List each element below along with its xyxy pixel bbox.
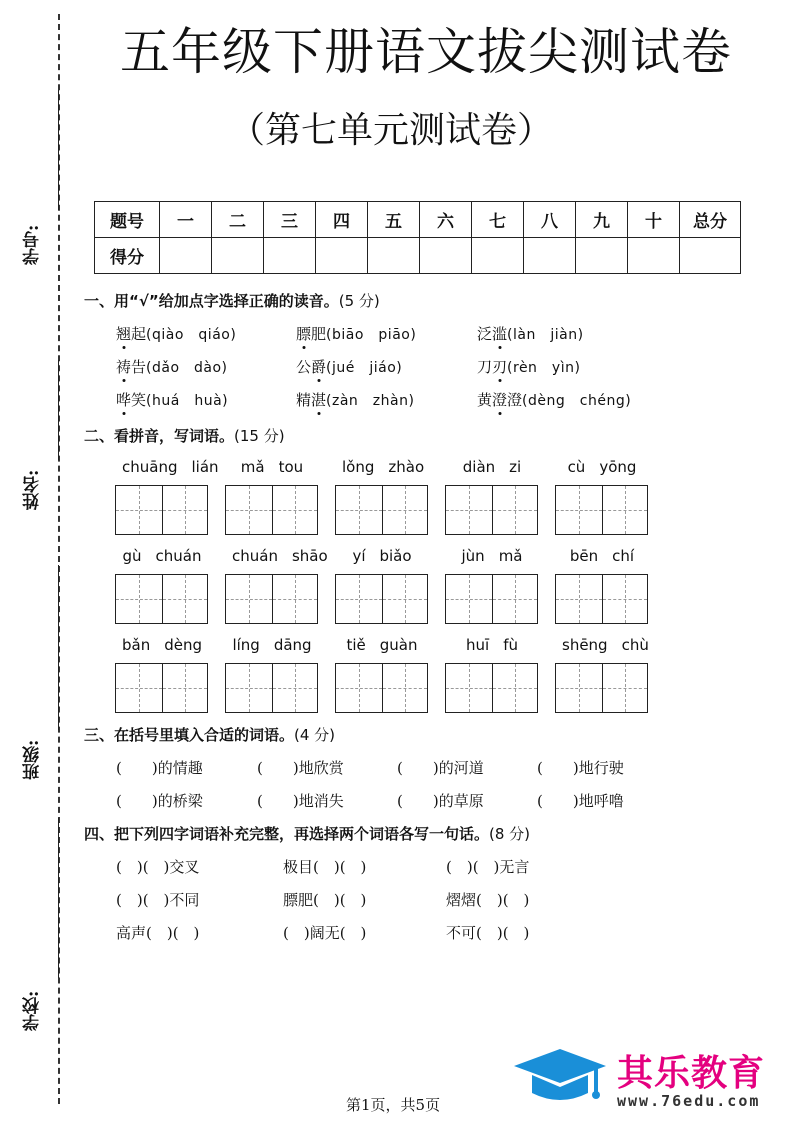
pinyin-label (225, 458, 319, 478)
pinyin-label (225, 636, 319, 656)
score-col-header: 四 (316, 202, 368, 238)
idiom-item[interactable]: 膘肥( )( ) (283, 891, 367, 909)
writing-grid[interactable] (225, 485, 318, 535)
pinyin-syllable: chuāng (122, 458, 178, 476)
grid-cell[interactable] (602, 486, 648, 534)
pinyin-syllable: dèng (164, 636, 203, 654)
pinyin-syllable: bǎn (122, 636, 151, 654)
student-id-label: 学号: (23, 224, 43, 266)
fill-blank-item[interactable]: ( )的桥梁 (116, 792, 203, 810)
writing-grid[interactable] (335, 485, 428, 535)
pinyin-syllable: shēng (562, 636, 608, 654)
pinyin-syllable: chí (612, 547, 635, 565)
dotted-char: 澄 (492, 391, 508, 409)
grid-cell[interactable] (116, 486, 162, 534)
fill-blank-item[interactable]: ( )的草原 (397, 792, 484, 810)
pinyin-word (225, 547, 328, 624)
score-value-row (95, 238, 741, 274)
word-char: 澄 (507, 391, 523, 409)
dotted-char: 滥 (492, 325, 508, 343)
idiom-item[interactable]: 不可( )( ) (446, 924, 530, 942)
score-cell[interactable] (160, 238, 212, 274)
pinyin-syllable: tou (278, 458, 304, 476)
pinyin-word (115, 547, 209, 624)
class-line[interactable] (58, 565, 60, 730)
pinyin-syllable: cù (567, 458, 586, 476)
pinyin-syllable: chù (621, 636, 649, 654)
pronunciation-item[interactable] (116, 323, 236, 344)
word-char: 泛 (477, 325, 493, 343)
score-row-label: 题号 (95, 202, 160, 238)
score-col-header: 一 (160, 202, 212, 238)
pinyin-label (555, 547, 649, 567)
dotted-char: 哗 (116, 391, 132, 409)
idiom-item[interactable]: ( )( )无言 (446, 858, 530, 876)
pinyin-syllable: huī (466, 636, 490, 654)
word-char: 精 (296, 391, 312, 409)
dotted-char: 湛 (311, 391, 327, 409)
q4-points: (8 分) (489, 825, 531, 843)
pinyin-syllable: chuán (232, 547, 278, 565)
writing-grid[interactable] (335, 574, 428, 624)
score-col-header: 二 (212, 202, 264, 238)
score-row-label: 得分 (95, 238, 160, 274)
pinyin-label (445, 458, 539, 478)
reading-options[interactable]: (dǎo dào) (146, 360, 228, 376)
pinyin-syllable: gù (122, 547, 142, 565)
pinyin-syllable: zhào (388, 458, 425, 476)
score-cell[interactable] (472, 238, 524, 274)
writing-grid[interactable] (225, 574, 318, 624)
grid-cell[interactable] (382, 575, 428, 623)
writing-grid[interactable] (335, 663, 428, 713)
grid-cell[interactable] (116, 575, 162, 623)
reading-options[interactable]: (huá huà) (146, 393, 229, 409)
pinyin-syllable: zi (509, 458, 522, 476)
pinyin-word (445, 636, 539, 713)
pinyin-word (335, 636, 429, 713)
q2-title (84, 425, 285, 446)
pronunciation-item[interactable] (477, 389, 631, 410)
q1-points: (5 分) (338, 292, 380, 310)
pronunciation-item[interactable] (477, 323, 584, 344)
writing-grid[interactable] (115, 663, 208, 713)
grid-cell[interactable] (556, 575, 602, 623)
grid-cell[interactable] (162, 486, 208, 534)
pinyin-word (445, 547, 539, 624)
pinyin-word (555, 458, 649, 535)
grid-cell[interactable] (116, 664, 162, 712)
writing-grid[interactable] (445, 663, 538, 713)
score-cell[interactable] (680, 238, 741, 274)
pinyin-syllable: lián (191, 458, 219, 476)
pinyin-label (335, 547, 429, 567)
pinyin-syllable: yōng (599, 458, 637, 476)
idiom-item[interactable]: 极目( )( ) (283, 858, 367, 876)
word-char: 公 (296, 358, 312, 376)
score-col-header: 总分 (680, 202, 741, 238)
q2-title-text: 二、看拼音，写词语。 (84, 427, 235, 445)
pinyin-syllable: líng (232, 636, 260, 654)
score-cell[interactable] (524, 238, 576, 274)
reading-options[interactable]: (zàn zhàn) (326, 393, 415, 409)
grid-cell[interactable] (492, 664, 538, 712)
writing-grid[interactable] (445, 485, 538, 535)
writing-grid[interactable] (225, 663, 318, 713)
writing-grid[interactable] (115, 574, 208, 624)
pinyin-label (115, 458, 219, 478)
idiom-item[interactable]: 熠熠( )( ) (446, 891, 530, 909)
pinyin-syllable: mǎ (498, 547, 523, 565)
score-col-header: 九 (576, 202, 628, 238)
grid-cell[interactable] (226, 575, 272, 623)
score-cell[interactable] (264, 238, 316, 274)
pinyin-label (225, 547, 328, 567)
pronunciation-item[interactable] (116, 389, 228, 410)
pinyin-label (555, 458, 649, 478)
grid-cell[interactable] (446, 575, 492, 623)
word-char: 告 (131, 358, 147, 376)
grid-cell[interactable] (162, 664, 208, 712)
score-col-header: 三 (264, 202, 316, 238)
grid-cell[interactable] (382, 486, 428, 534)
word-char: 肥 (311, 325, 327, 343)
writing-grid[interactable] (115, 485, 208, 535)
pinyin-label (335, 458, 429, 478)
logo-url: www.76edu.com (617, 1092, 761, 1110)
pinyin-label (555, 636, 649, 656)
pinyin-word (445, 458, 539, 535)
word-char: 起 (131, 325, 147, 343)
name-field[interactable] (20, 360, 50, 550)
grid-cell[interactable] (446, 486, 492, 534)
fill-blank-item[interactable]: ( )地呼噜 (537, 792, 624, 810)
dotted-char: 膘 (296, 325, 312, 343)
class-label: 班级: (23, 739, 43, 781)
pinyin-word (115, 636, 209, 713)
reading-options[interactable]: (làn jiàn) (507, 327, 584, 343)
name-line[interactable] (58, 360, 60, 460)
fill-blank-item[interactable]: ( )地行驶 (537, 759, 624, 777)
q3-title-text: 三、在括号里填入合适的词语。 (84, 726, 295, 744)
dotted-char: 刃 (492, 358, 508, 376)
school-line[interactable] (58, 818, 60, 978)
class-field[interactable] (20, 565, 50, 785)
word-char: 刀 (477, 358, 493, 376)
grid-cell[interactable] (226, 664, 272, 712)
score-col-header: 六 (420, 202, 472, 238)
fill-blank-item[interactable]: ( )的情趣 (116, 759, 203, 777)
grid-cell[interactable] (602, 664, 648, 712)
idiom-item[interactable]: ( )( )交叉 (116, 858, 200, 876)
page-subtitle: （第七单元测试卷） (228, 110, 553, 151)
reading-options[interactable]: (rèn yìn) (507, 360, 581, 376)
pronunciation-item[interactable] (296, 323, 416, 344)
pinyin-word (555, 636, 649, 713)
pinyin-syllable: yí (352, 547, 366, 565)
score-cell[interactable] (212, 238, 264, 274)
grid-cell[interactable] (272, 575, 318, 623)
pinyin-word (335, 547, 429, 624)
reading-options[interactable]: (dèng chéng) (522, 393, 632, 409)
score-cell[interactable] (368, 238, 420, 274)
word-char: 笑 (131, 391, 147, 409)
grid-cell[interactable] (336, 664, 382, 712)
student-id-field[interactable] (20, 90, 50, 280)
pronunciation-item[interactable] (477, 356, 580, 377)
q4-title (84, 823, 530, 844)
student-id-line[interactable] (58, 90, 60, 210)
page-title: 五年级下册语文拔尖测试卷 (120, 23, 732, 81)
grid-cell[interactable] (556, 486, 602, 534)
pronunciation-item[interactable] (116, 356, 228, 377)
pinyin-syllable: lǒng (342, 458, 375, 476)
writing-grid[interactable] (445, 574, 538, 624)
dotted-char: 翘 (116, 325, 132, 343)
score-cell[interactable] (420, 238, 472, 274)
reading-options[interactable]: (biāo piāo) (326, 327, 417, 343)
writing-grid[interactable] (555, 485, 648, 535)
pinyin-syllable: dāng (273, 636, 312, 654)
q3-points: (4 分) (294, 726, 336, 744)
score-col-header: 八 (524, 202, 576, 238)
score-cell[interactable] (316, 238, 368, 274)
idiom-item[interactable]: ( )( )不同 (116, 891, 200, 909)
grid-cell[interactable] (272, 486, 318, 534)
grid-cell[interactable] (336, 486, 382, 534)
grid-cell[interactable] (336, 575, 382, 623)
score-cell[interactable] (576, 238, 628, 274)
pinyin-syllable: biǎo (379, 547, 412, 565)
pinyin-label (445, 547, 539, 567)
writing-grid[interactable] (555, 663, 648, 713)
reading-options[interactable]: (qiào qiáo) (146, 327, 237, 343)
pinyin-word (115, 458, 219, 535)
fill-blank-item[interactable]: ( )的河道 (397, 759, 484, 777)
score-table (94, 201, 741, 274)
pinyin-syllable: tiě (346, 636, 366, 654)
logo-name: 其乐教育 (617, 1053, 766, 1094)
pinyin-label (115, 636, 209, 656)
q1-title-text: 一、用“√”给加点字选择正确的读音。 (84, 292, 339, 310)
score-cell[interactable] (628, 238, 680, 274)
q2-points: (15 分) (234, 427, 285, 445)
grid-cell[interactable] (492, 486, 538, 534)
pronunciation-item[interactable] (296, 389, 414, 410)
pinyin-syllable: bēn (569, 547, 599, 565)
pinyin-word (225, 636, 319, 713)
brand-logo (510, 1041, 785, 1116)
pinyin-syllable: chuán (155, 547, 202, 565)
pinyin-syllable: jùn (461, 547, 485, 565)
reading-options[interactable]: (jué jiáo) (326, 360, 403, 376)
writing-grid[interactable] (555, 574, 648, 624)
fill-blank-item[interactable]: ( )地消失 (257, 792, 344, 810)
grid-cell[interactable] (162, 575, 208, 623)
q1-title (84, 290, 380, 311)
school-field[interactable] (20, 818, 50, 1033)
pinyin-syllable: guàn (379, 636, 418, 654)
pinyin-label (335, 636, 429, 656)
pinyin-syllable: diàn (462, 458, 496, 476)
grid-cell[interactable] (602, 575, 648, 623)
graduation-cap-icon (510, 1041, 610, 1116)
page-number: 第1页，共5页 (346, 1096, 441, 1114)
grid-cell[interactable] (226, 486, 272, 534)
pinyin-syllable: fù (503, 636, 518, 654)
grid-cell[interactable] (272, 664, 318, 712)
pinyin-label (445, 636, 539, 656)
pinyin-syllable: mǎ (240, 458, 265, 476)
idiom-item[interactable]: 高声( )( ) (116, 924, 200, 942)
grid-cell[interactable] (492, 575, 538, 623)
score-header-row (95, 202, 741, 238)
q4-title-text: 四、把下列四字词语补充完整，再选择两个词语各写一句话。 (84, 825, 490, 843)
pinyin-label (115, 547, 209, 567)
dotted-char: 祷 (116, 358, 132, 376)
word-char: 黄 (477, 391, 493, 409)
pinyin-syllable: shāo (291, 547, 328, 565)
pinyin-word (335, 458, 429, 535)
score-col-header: 七 (472, 202, 524, 238)
grid-cell[interactable] (556, 664, 602, 712)
name-label: 姓名: (23, 469, 43, 511)
school-label: 学校: (23, 990, 43, 1031)
grid-cell[interactable] (446, 664, 492, 712)
pinyin-word (555, 547, 649, 624)
score-col-header: 五 (368, 202, 420, 238)
grid-cell[interactable] (382, 664, 428, 712)
score-col-header: 十 (628, 202, 680, 238)
idiom-item[interactable]: ( )阔无( ) (283, 924, 367, 942)
pronunciation-item[interactable] (296, 356, 402, 377)
q3-title (84, 724, 335, 745)
fill-blank-item[interactable]: ( )地欣赏 (257, 759, 344, 777)
dotted-char: 爵 (311, 358, 327, 376)
pinyin-word (225, 458, 319, 535)
